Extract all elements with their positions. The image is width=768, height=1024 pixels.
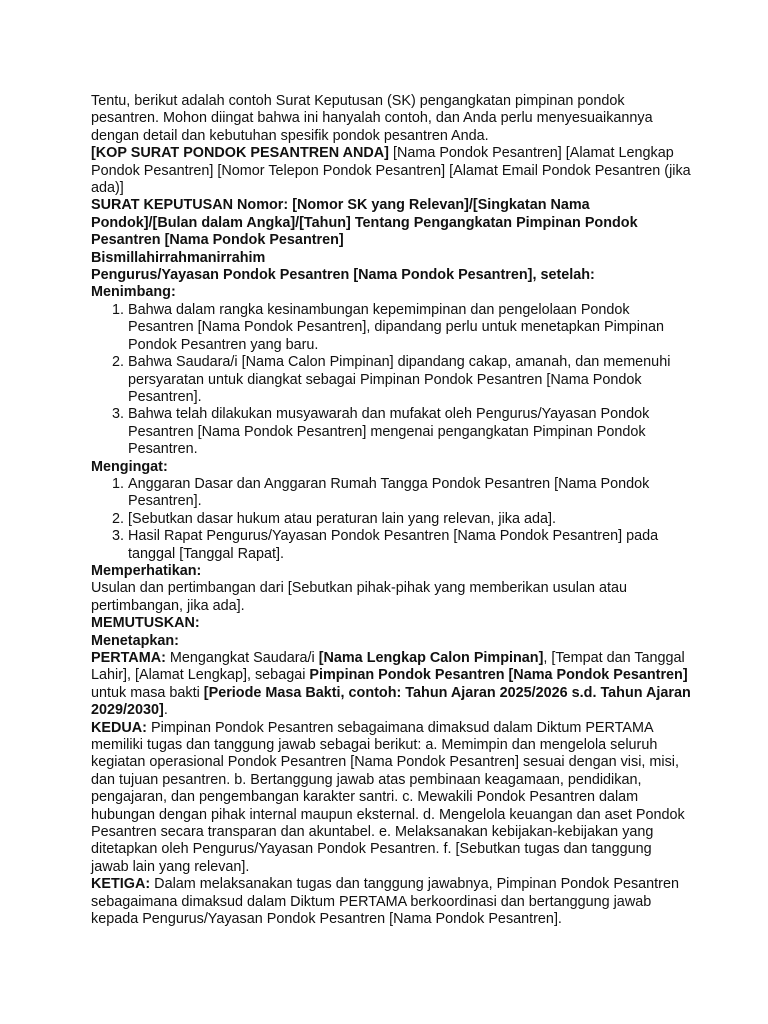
diktum-ketiga — [91, 876, 691, 928]
memperhatikan-heading: Memperhatikan: — [91, 562, 202, 579]
menimbang-list — [91, 302, 691, 459]
diktum-pertama-text: . — [163, 702, 168, 719]
document-body — [91, 93, 691, 929]
candidate-name-placeholder: [Nama Lengkap Calon Pimpinan] — [318, 650, 544, 666]
mengingat-item: 2. [Sebutkan dasar hukum atau peraturan lain yang relevan, jika ada]. — [128, 511, 691, 528]
diktum-pertama-text: untuk masa bakti — [91, 684, 204, 701]
diktum-pertama-text: , [Tempat dan Tanggal Lahir], [Alamat Lengkap], sebagai — [91, 650, 685, 684]
bismillah: Bismillahirrahmanirrahim — [91, 249, 266, 266]
memutuskan-heading: MEMUTUSKAN: — [91, 615, 200, 632]
memperhatikan-text: Usulan dan pertimbangan dari [Sebutkan pihak-pihak yang memberikan usulan atau pertimbangan, jika ada]. — [91, 580, 627, 614]
letterhead — [91, 145, 691, 197]
diktum-pertama-text: Mengangkat Saudara/i — [165, 650, 319, 666]
menimbang-item: 3. Bahwa telah dilakukan musyawarah dan mufakat oleh Pengurus/Yayasan Pondok Pesantren [Nama Pondok Pesantren] mengenai pengangkatan Pimpinan Pondok Pesantren. — [128, 406, 691, 458]
diktum-pertama-label: PERTAMA: — [91, 650, 166, 666]
menimbang-item: 1. Bahwa dalam rangka kesinambungan kepemimpinan dan pengelolaan Pondok Pesantren [Nama Pondok Pesantren], dipandang perlu untuk menetapkan Pimpinan Pondok Pesantren yang baru. — [128, 302, 691, 354]
intro-paragraph: Tentu, berikut adalah contoh Surat Keputusan (SK) pengangkatan pimpinan pondok pesantren. Mohon diingat bahwa ini hanyalah contoh, dan Anda perlu menyesuaikannya dengan detail dan kebutuhan spesifik pondok pesantren Anda. — [91, 93, 653, 144]
mengingat-heading: Mengingat: — [91, 458, 168, 475]
position-title: Pimpinan Pondok Pesantren [Nama Pondok Pesantren] — [309, 667, 688, 684]
diktum-pertama — [91, 650, 691, 720]
term-period: [Periode Masa Bakti, contoh: Tahun Ajaran 2025/2026 s.d. Tahun Ajaran 2029/2030] — [91, 684, 691, 719]
letterhead-details: [Nama Pondok Pesantren] [Alamat Lengkap Pondok Pesantren] [Nomor Telepon Pondok Pesantren] [Alamat Email Pondok Pesantren (jika ada)] — [91, 145, 691, 197]
board-preamble: Pengurus/Yayasan Pondok Pesantren [Nama Pondok Pesantren], setelah: — [91, 267, 595, 284]
mengingat-list — [91, 476, 691, 563]
mengingat-item: 3. Hasil Rapat Pengurus/Yayasan Pondok Pesantren [Nama Pondok Pesantren] pada tanggal [Tanggal Rapat]. — [128, 528, 691, 563]
decree-title: SURAT KEPUTUSAN Nomor: [Nomor SK yang Relevan]/[Singkatan Nama Pondok]/[Bulan dalam Angka]/[Tahun] Tentang Pengangkatan Pimpinan Pondok Pesantren [Nama Pondok Pesantren] — [91, 197, 638, 249]
diktum-kedua-text: Pimpinan Pondok Pesantren sebagaimana dimaksud dalam Diktum PERTAMA memiliki tugas dan tanggung jawab sebagai berikut: a. Memimpin dan mengelola seluruh kegiatan operasional Pondok Pesantren [Nama Pondok Pesantren] sesuai dengan visi, misi, dan tujuan pesantren. b. Bertanggung jawab atas pembinaan keagamaan, pendidikan, pengajaran, dan pengembangan karakter santri. c. Mewakili Pondok Pesantren dalam hubungan dengan pihak internal maupun eksternal. d. Mengelola keuangan dan aset Pondok Pesantren secara transparan dan akuntabel. e. Melaksanakan kebijakan-kebijakan yang ditetapkan oleh Pengurus/Yayasan Pondok Pesantren. f. [Sebutkan tugas dan tanggung jawab lain yang relevan]. — [91, 719, 685, 875]
menimbang-heading: Menimbang: — [91, 284, 176, 301]
letterhead-title: [KOP SURAT PONDOK PESANTREN ANDA] — [91, 145, 389, 162]
menimbang-item: 2. Bahwa Saudara/i [Nama Calon Pimpinan] dipandang cakap, amanah, dan memenuhi persyaratan untuk diangkat sebagai Pimpinan Pondok Pesantren [Nama Pondok Pesantren]. — [128, 354, 691, 406]
diktum-kedua-label: KEDUA: — [91, 719, 147, 736]
diktum-kedua — [91, 720, 691, 877]
menetapkan-heading: Menetapkan: — [91, 632, 179, 649]
diktum-ketiga-text: Dalam melaksanakan tugas dan tanggung jawabnya, Pimpinan Pondok Pesantren sebagaimana dimaksud dalam Diktum PERTAMA berkoordinasi dan bertanggung jawab kepada Pengurus/Yayasan Pondok Pesantren [Nama Pondok Pesantren]. — [91, 876, 679, 928]
mengingat-item: 1. Anggaran Dasar dan Anggaran Rumah Tangga Pondok Pesantren [Nama Pondok Pesantren]. — [128, 476, 691, 511]
diktum-ketiga-label: KETIGA: — [91, 876, 151, 893]
